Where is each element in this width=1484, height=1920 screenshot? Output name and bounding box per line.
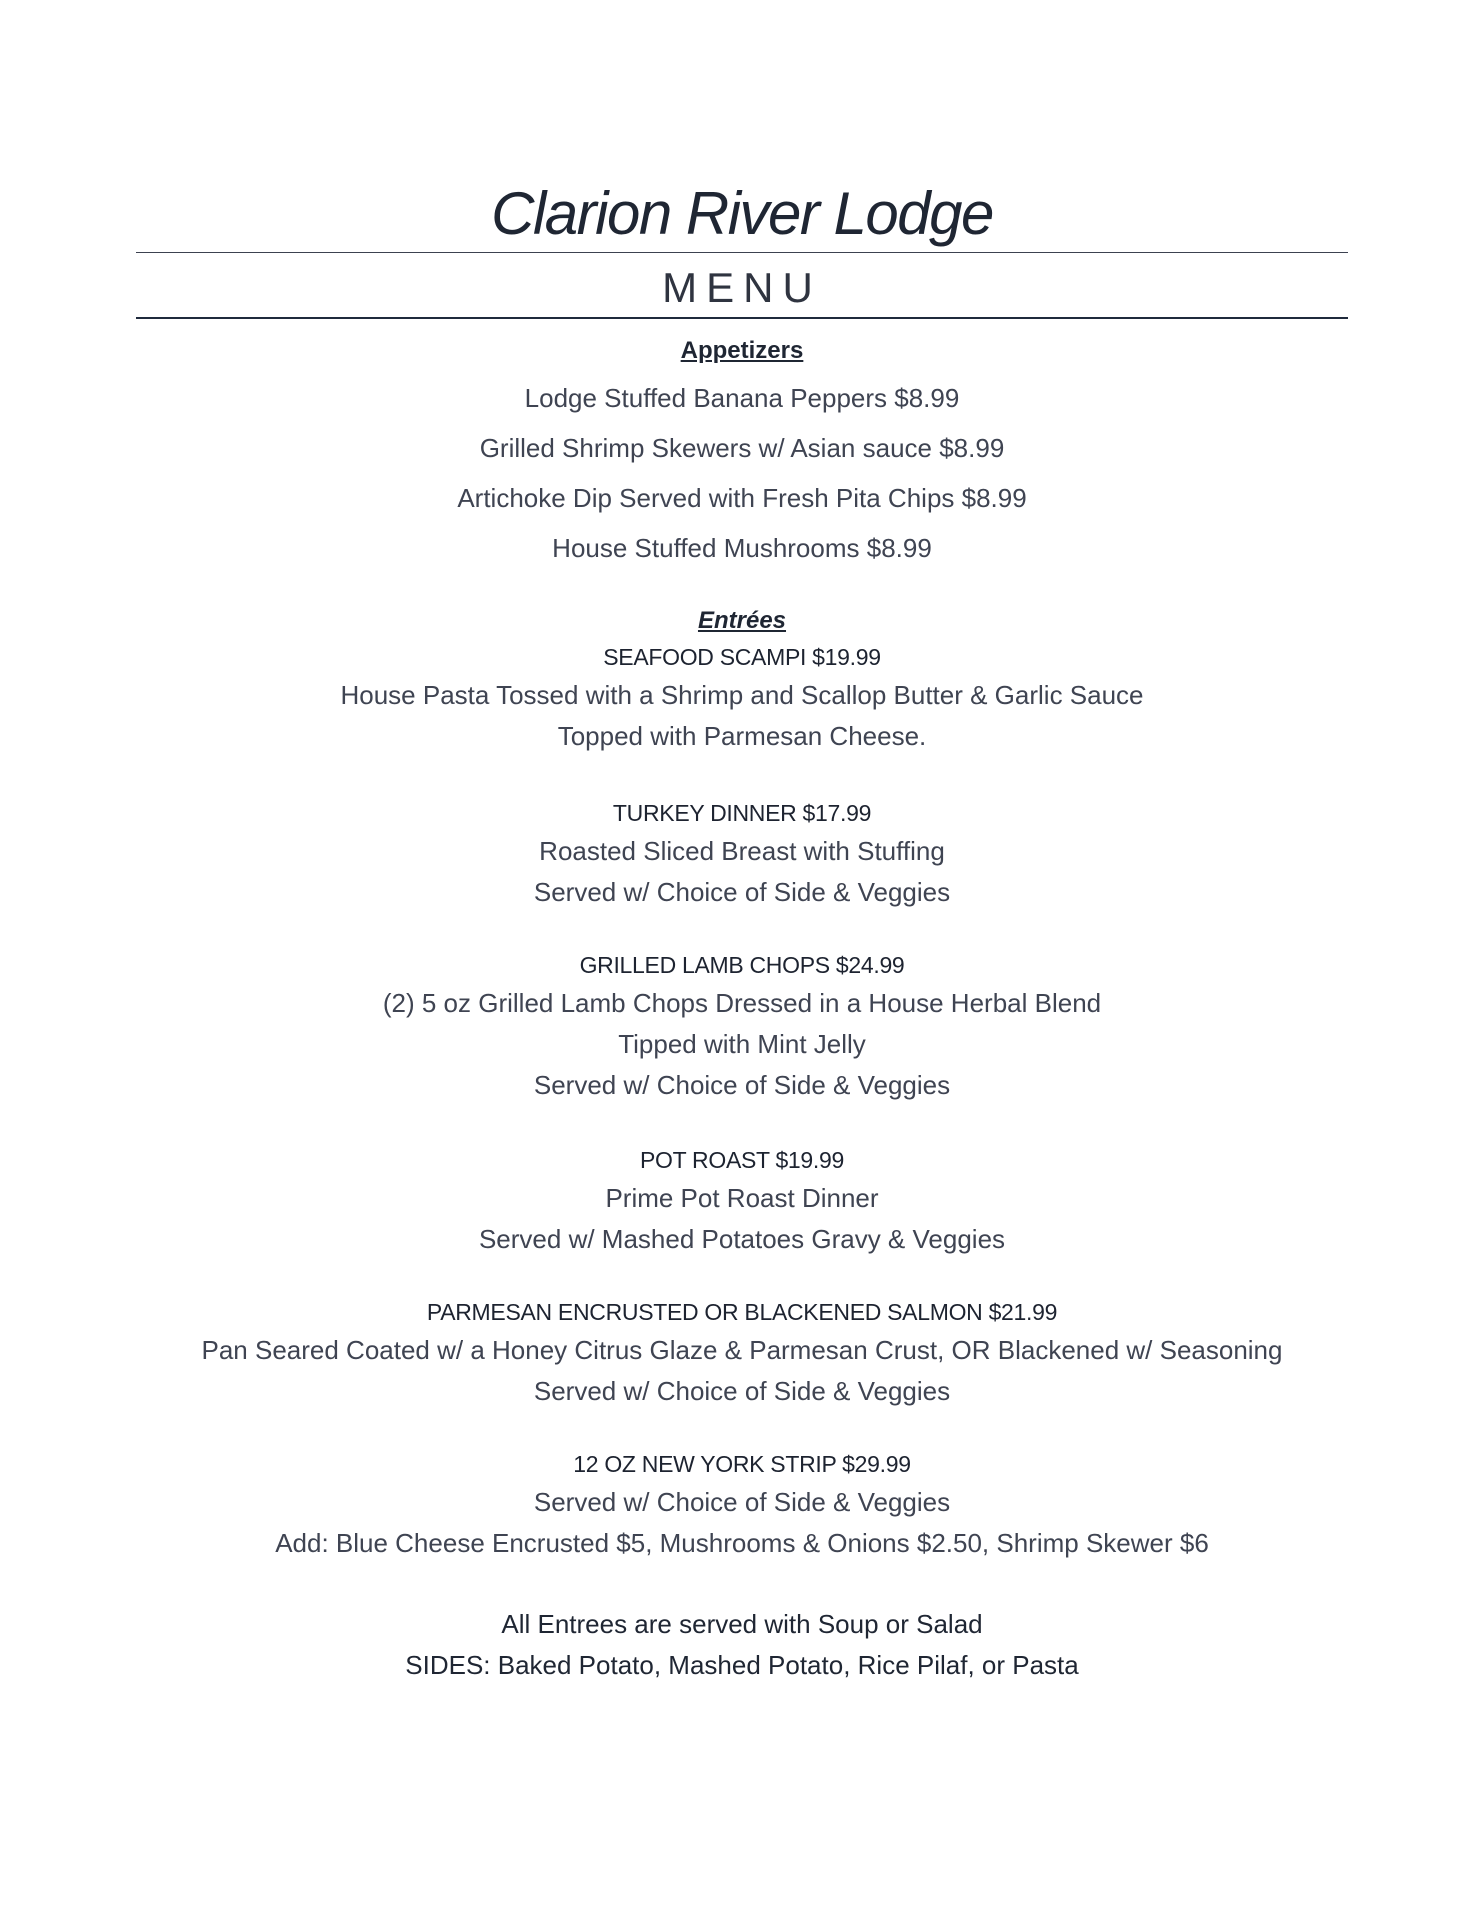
appetizer-item: Lodge Stuffed Banana Peppers $8.99	[524, 383, 960, 413]
entree-description: Served w/ Choice of Side & Veggies	[533, 1070, 951, 1100]
entree-description: Served w/ Choice of Side & Veggies	[533, 1487, 951, 1517]
footer-note: All Entrees are served with Soup or Salad	[501, 1609, 983, 1639]
appetizers-heading: Appetizers	[680, 337, 804, 364]
entree-description: Add: Blue Cheese Encrusted $5, Mushrooms & Onions $2.50, Shrimp Skewer $6	[275, 1528, 1209, 1558]
appetizers-section	[0, 333, 1484, 573]
subtitle-divider	[136, 317, 1348, 319]
entree-item	[0, 1142, 1484, 1260]
menu-subtitle: MENU	[662, 264, 822, 311]
appetizer-item: Grilled Shrimp Skewers w/ Asian sauce $8.99	[479, 433, 1005, 463]
entree-name: TURKEY DINNER $17.99	[612, 800, 872, 826]
entrees-heading: Entrées	[697, 607, 787, 634]
entree-description: Prime Pot Roast Dinner	[605, 1183, 879, 1213]
entree-item	[0, 1446, 1484, 1564]
entree-name: GRILLED LAMB CHOPS $24.99	[579, 952, 905, 978]
entree-description: Served w/ Mashed Potatoes Gravy & Veggies	[478, 1224, 1006, 1254]
title-divider	[136, 252, 1348, 253]
entree-description: Roasted Sliced Breast with Stuffing	[539, 836, 945, 866]
entree-description: Served w/ Choice of Side & Veggies	[533, 1376, 951, 1406]
entree-name: SEAFOOD SCAMPI $19.99	[603, 644, 881, 670]
entree-name: POT ROAST $19.99	[639, 1147, 844, 1173]
entree-description: Topped with Parmesan Cheese.	[557, 721, 927, 751]
entrees-section	[0, 603, 1484, 1564]
entree-description: Pan Seared Coated w/ a Honey Citrus Glaze & Parmesan Crust, OR Blackened w/ Seasoning	[201, 1335, 1283, 1365]
entree-item	[0, 1294, 1484, 1412]
entree-description: Tipped with Mint Jelly	[618, 1029, 866, 1059]
sides-note: SIDES: Baked Potato, Mashed Potato, Rice Pilaf, or Pasta	[405, 1650, 1079, 1680]
entree-description: Served w/ Choice of Side & Veggies	[533, 877, 951, 907]
entree-description: House Pasta Tossed with a Shrimp and Scallop Butter & Garlic Sauce	[340, 680, 1144, 710]
appetizer-item: House Stuffed Mushrooms $8.99	[552, 533, 932, 563]
entree-name: 12 OZ NEW YORK STRIP $29.99	[573, 1451, 911, 1477]
entree-name: PARMESAN ENCRUSTED OR BLACKENED SALMON $21.99	[426, 1299, 1058, 1325]
entree-item	[0, 639, 1484, 757]
appetizer-item: Artichoke Dip Served with Fresh Pita Chips $8.99	[457, 483, 1027, 513]
menu-content	[0, 333, 1484, 1686]
menu-footer	[0, 1604, 1484, 1686]
entree-description: (2) 5 oz Grilled Lamb Chops Dressed in a House Herbal Blend	[382, 988, 1102, 1018]
entree-item	[0, 947, 1484, 1106]
restaurant-title: Clarion River Lodge	[491, 180, 993, 247]
entree-item	[0, 795, 1484, 913]
